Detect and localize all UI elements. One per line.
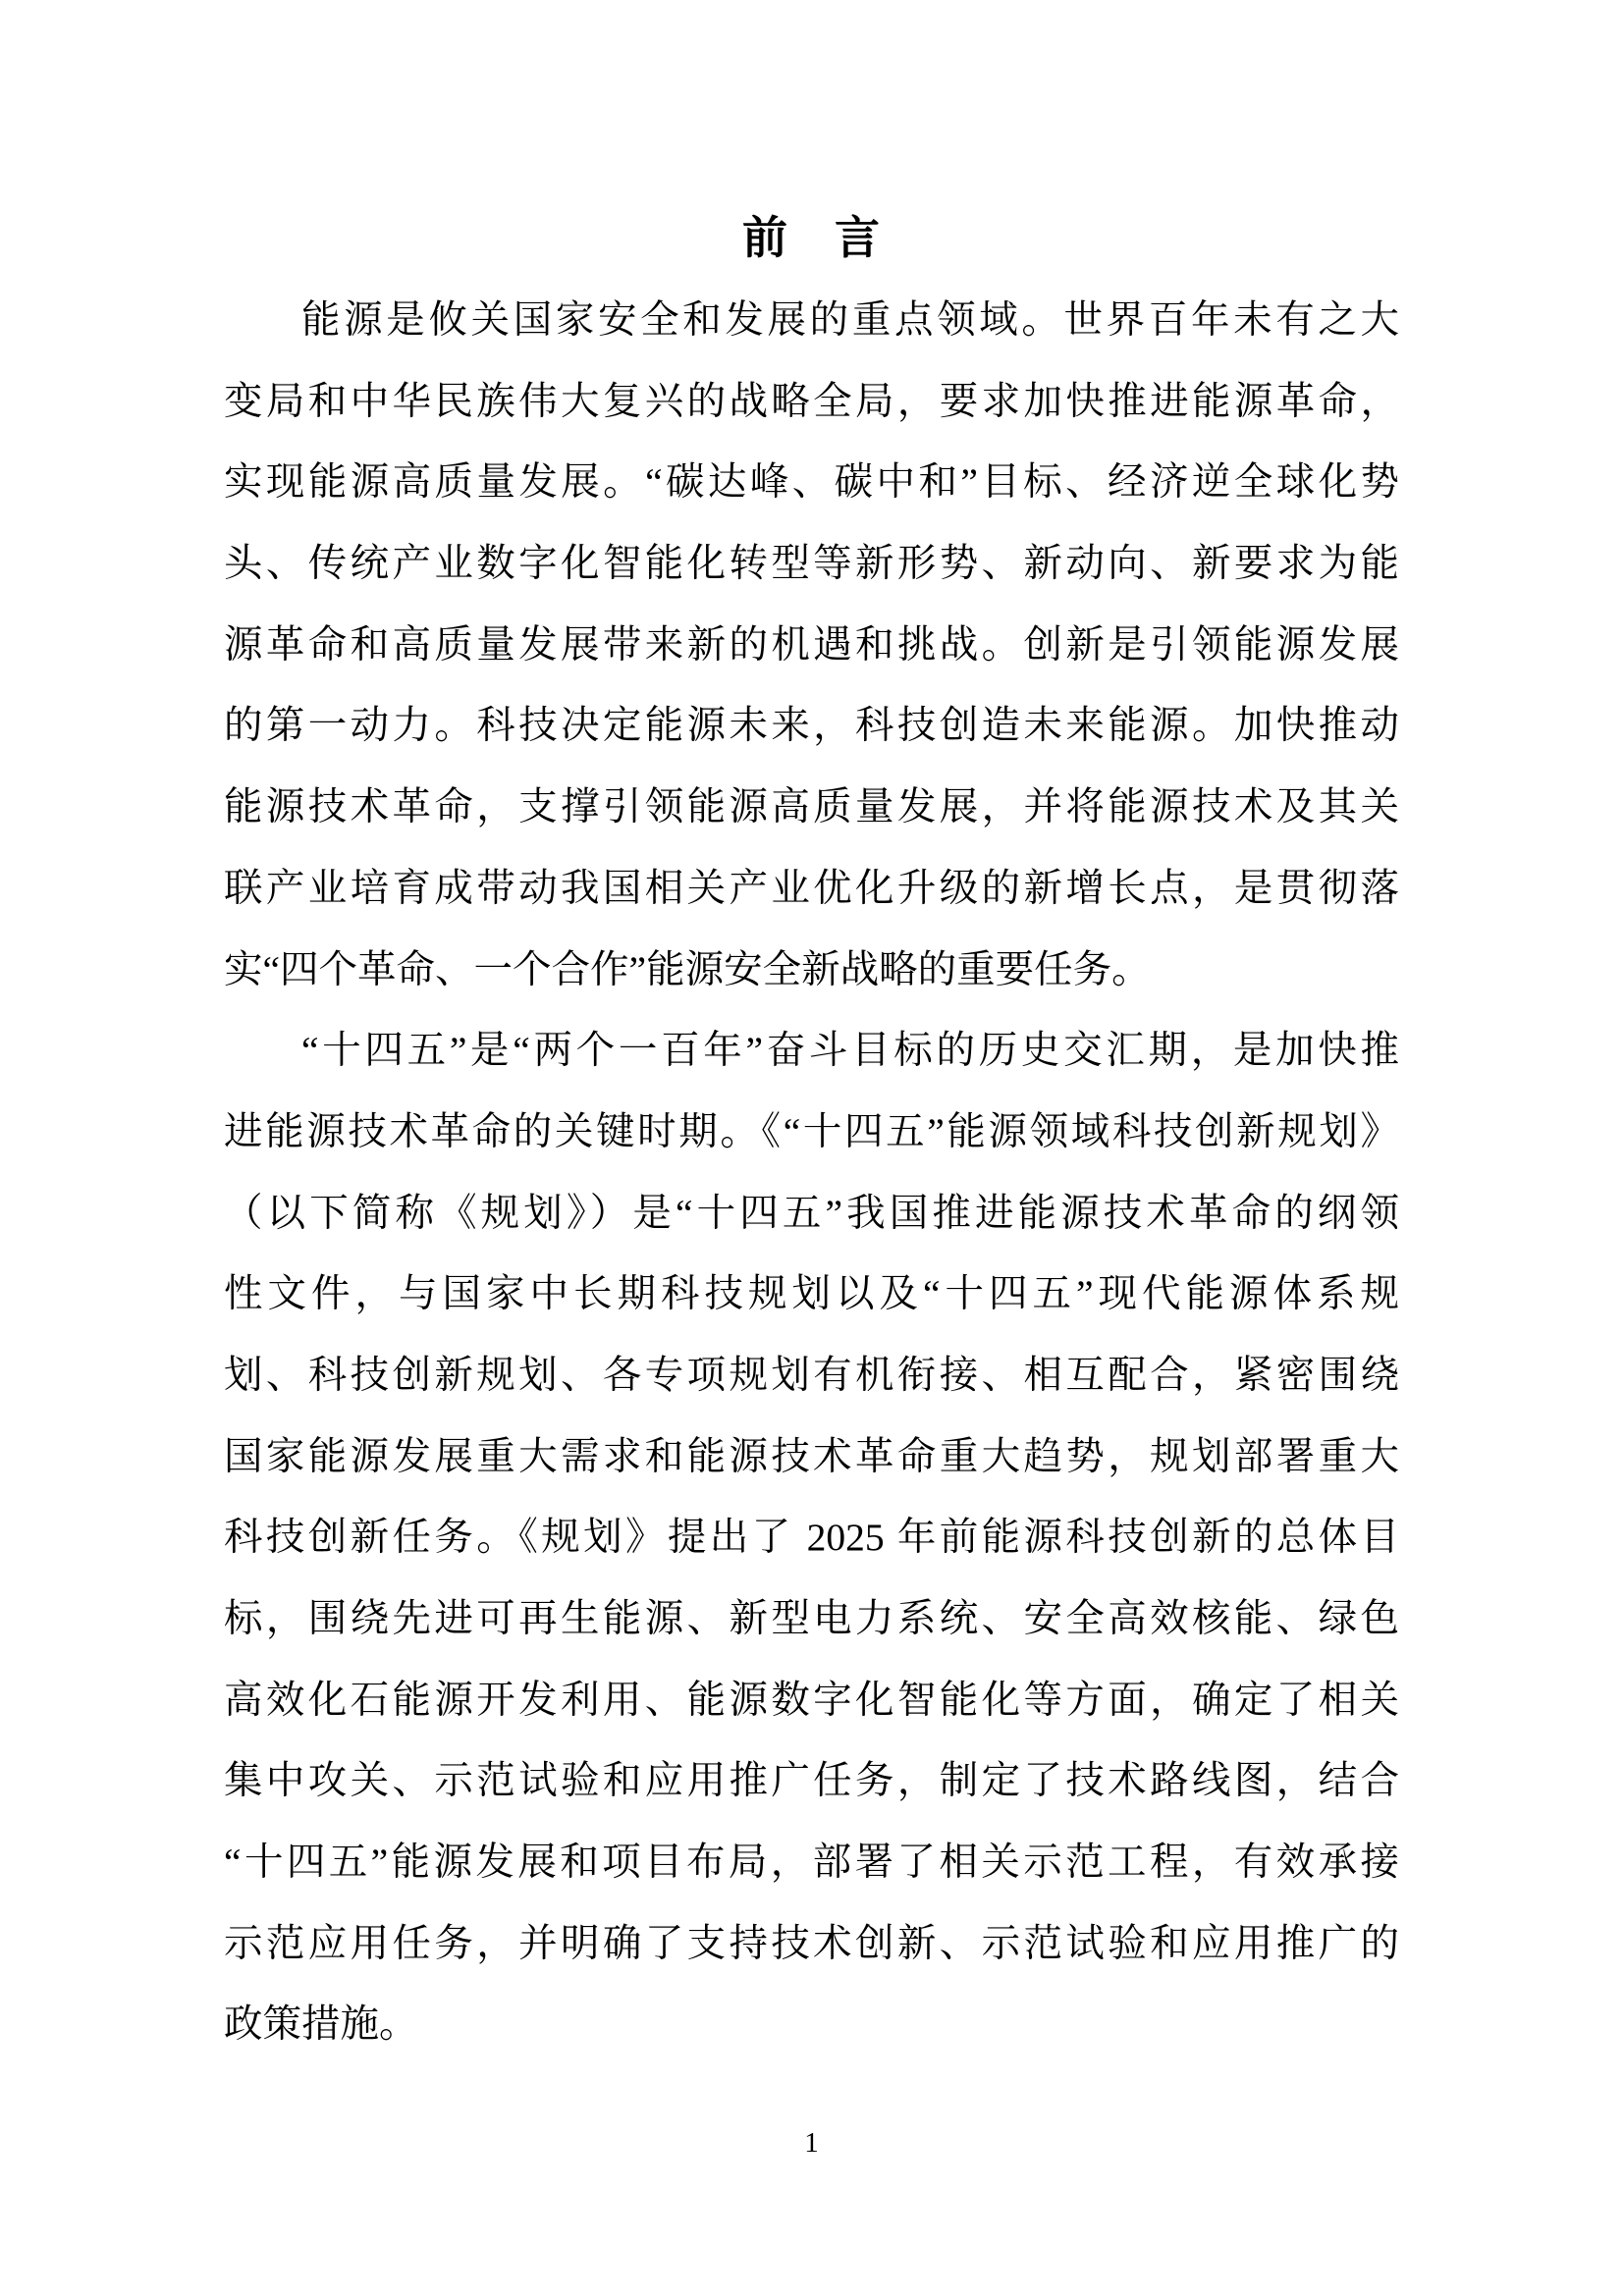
text-line: 科技创新任务。《规划》提出了 2025 年前能源科技创新的总体目	[224, 1516, 1399, 1560]
text-line: 能源是攸关国家安全和发展的重点领域。世界百年未有之大	[301, 298, 1399, 342]
text-line: （以下简称《规划》）是“十四五”我国推进能源技术革命的纲领	[224, 1191, 1399, 1235]
text-line: 的第一动力。科技决定能源未来，科技创造未来能源。加快推动	[224, 704, 1399, 748]
text-line: “十四五”是“两个一百年”奋斗目标的历史交汇期，是加快推	[301, 1029, 1399, 1073]
text-line: 标，围绕先进可再生能源、新型电力系统、安全高效核能、绿色	[224, 1597, 1399, 1640]
page-title: 前 言	[742, 212, 881, 263]
text-line: 集中攻关、示范试验和应用推广任务，制定了技术路线图，结合	[224, 1759, 1399, 1803]
text-line: 性文件，与国家中长期科技规划以及“十四五”现代能源体系规	[224, 1272, 1399, 1316]
text-line: 源革命和高质量发展带来新的机遇和挑战。创新是引领能源发展	[224, 622, 1399, 667]
text-line: “十四五”能源发展和项目布局，部署了相关示范工程，有效承接	[224, 1841, 1399, 1885]
text-line: 实“四个革命、一个合作”能源安全新战略的重要任务。	[224, 947, 1151, 991]
text-line: 高效化石能源开发利用、能源数字化智能化等方面，确定了相关	[224, 1678, 1399, 1722]
paragraph	[224, 1010, 1399, 2065]
text-line: 划、科技创新规划、各专项规划有机衔接、相互配合，紧密围绕	[224, 1353, 1399, 1397]
text-line: 变局和中华民族伟大复兴的战略全局，要求加快推进能源革命，	[224, 379, 1399, 423]
text-line: 能源技术革命，支撑引领能源高质量发展，并将能源技术及其关	[224, 785, 1399, 829]
text-line: 政策措施。	[224, 2002, 418, 2047]
page-number: 1	[804, 2127, 819, 2159]
text-line: 实现能源高质量发展。“碳达峰、碳中和”目标、经济逆全球化势	[224, 460, 1399, 505]
text-line: 进能源技术革命的关键时期。《“十四五”能源领域科技创新规划》	[224, 1109, 1399, 1153]
paragraph	[224, 280, 1399, 1010]
text-line: 国家能源发展重大需求和能源技术革命重大趋势，规划部署重大	[224, 1434, 1399, 1478]
text-line: 头、传统产业数字化智能化转型等新形势、新动向、新要求为能	[224, 542, 1399, 586]
text-line: 联产业培育成带动我国相关产业优化升级的新增长点，是贯彻落	[224, 866, 1399, 910]
document-body	[224, 280, 1399, 2065]
text-line: 示范应用任务，并明确了支持技术创新、示范试验和应用推广的	[224, 1921, 1399, 1965]
